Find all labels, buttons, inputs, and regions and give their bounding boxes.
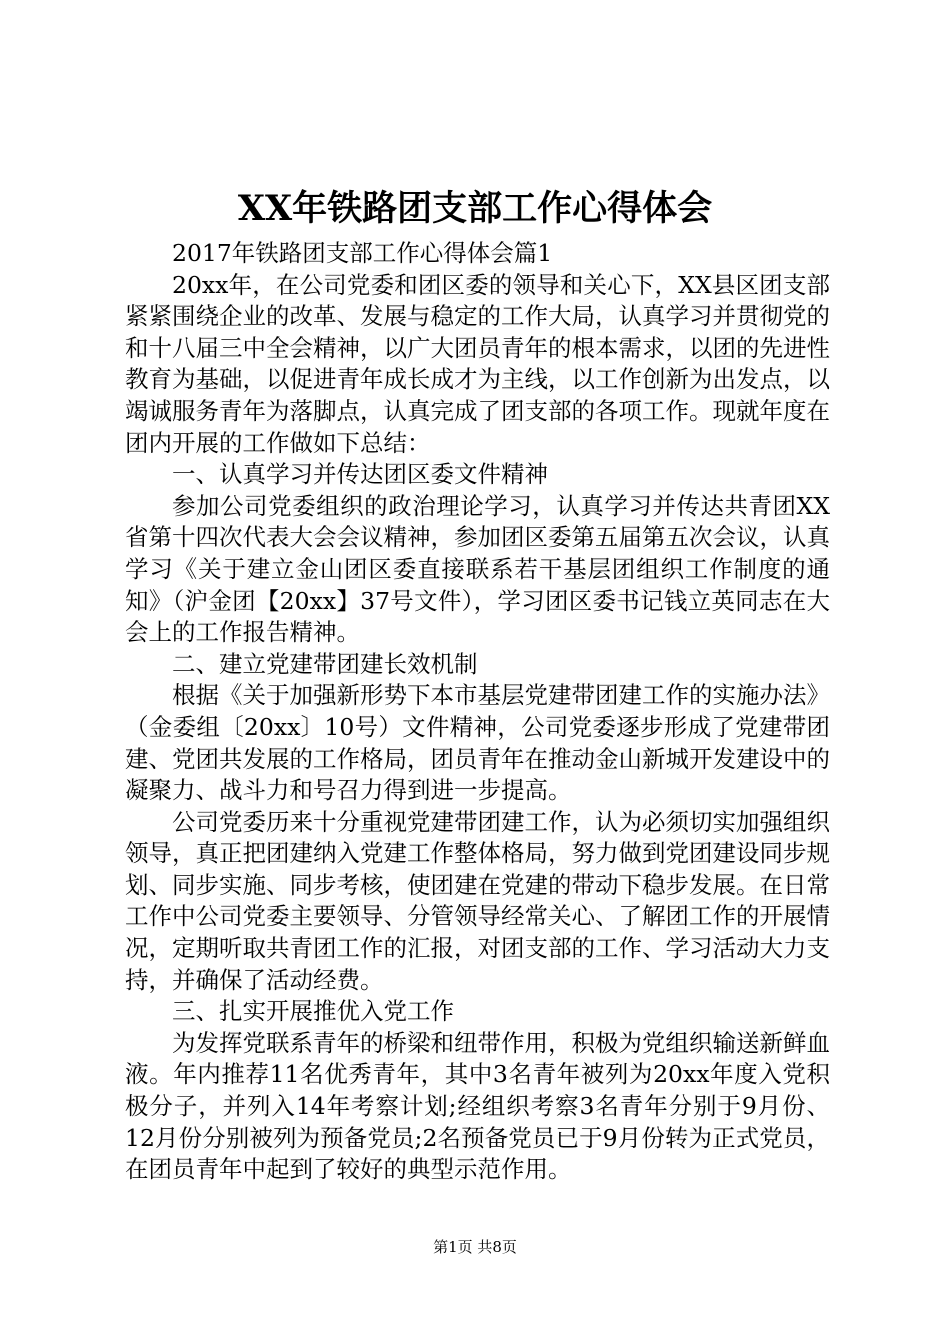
subtitle-paragraph: 2017年铁路团支部工作心得体会篇1	[172, 239, 553, 267]
section-2-paragraph-2: 公司党委历来十分重视党建带团建工作，认为必须切实加强组织领导，真正把团建纳入党建工作整体格局，努力做到党团建设同步规划、同步实施、同步考核，使团建在党建的带动下稳步发展。在日常工作中公司党委主要领导、分管领导经常关心、了解团工作的开展情况，定期听取共青团工作的汇报，对团支部的工作、学习活动大力支持，并确保了活动经费。	[125, 807, 830, 994]
section-2-paragraph-1: 根据《关于加强新形势下本市基层党建带团建工作的实施办法》（金委组〔20xx〕10号）文件精神，公司党委逐步形成了党建带团建、党团共发展的工作格局，团员青年在推动金山新城开发建设中的凝聚力、战斗力和号召力得到进一步提高。	[125, 681, 830, 805]
page-number-footer: 第1页 共8页	[433, 1238, 517, 1256]
section-heading-1: 一、认真学习并传达团区委文件精神	[172, 460, 548, 489]
section-heading-2: 二、建立党建带团建长效机制	[172, 649, 478, 678]
section-3-paragraph: 为发挥党联系青年的桥梁和纽带作用，积极为党组织输送新鲜血液。年内推荐11名优秀青年，其中3名青年被列为20xx年度入党积极分子，并列入14年考察计划;经组织考察3名青年分别于9月份、12月份分别被列为预备党员;2名预备党员已于9月份转为正式党员，在团员青年中起到了较好的典型示范作用。	[125, 1028, 830, 1184]
section-1-paragraph: 参加公司党委组织的政治理论学习，认真学习并传达共青团XX省第十四次代表大会会议精神，参加团区委第五届第五次会议，认真学习《关于建立金山团区委直接联系若干基层团组织工作制度的通知》（沪金团【20xx】37号文件），学习团区委书记钱立英同志在大会上的工作报告精神。	[125, 491, 830, 647]
section-heading-3: 三、扎实开展推优入党工作	[172, 997, 454, 1026]
document-body	[125, 238, 830, 1186]
document-title: XX年铁路团支部工作心得体会	[237, 188, 713, 229]
intro-paragraph: 20xx年，在公司党委和团区委的领导和关心下，XX县区团支部紧紧围绕企业的改革、发展与稳定的工作大局，认真学习并贯彻党的和十八届三中全会精神，以广大团员青年的根本需求，以团的先进性教育为基础，以促进青年成长成才为主线，以工作创新为出发点，以竭诚服务青年为落脚点，认真完成了团支部的各项工作。现就年度在团内开展的工作做如下总结：	[125, 270, 830, 457]
